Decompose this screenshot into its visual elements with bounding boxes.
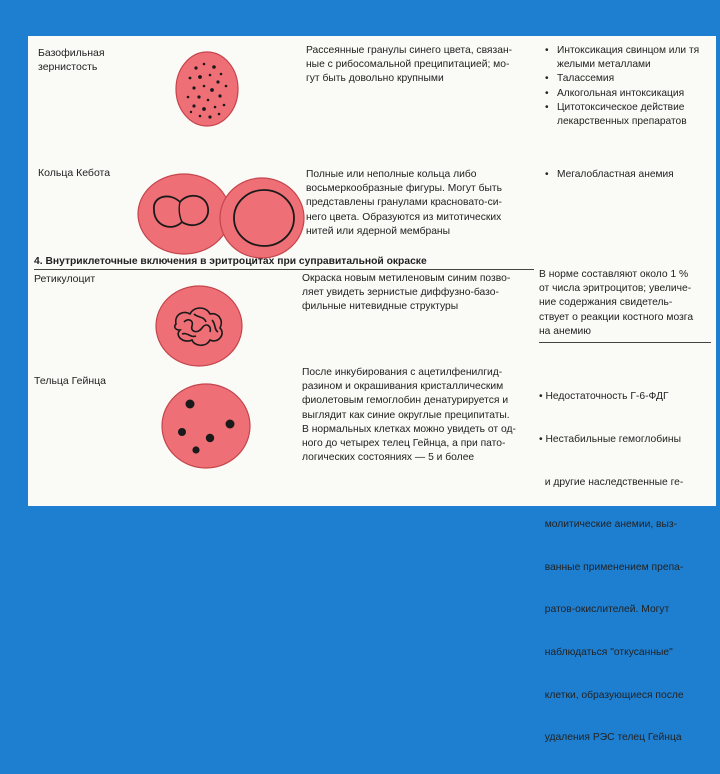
row2-label-line: Кольца Кебота	[38, 167, 111, 179]
row3-note-line: ние содержания свидетель-	[539, 297, 673, 309]
row1-cause-item: • Интоксикация свинцом или тя желыми металлами	[545, 44, 715, 72]
row3-note-line: от числа эритроцитов; увеличе-	[539, 283, 692, 295]
row1-description	[306, 44, 536, 87]
slide-sheet	[28, 36, 716, 744]
row2-desc-line: Полные или неполные кольца либо	[306, 169, 477, 180]
row4-cause-line: ратов-окислителей. Могут	[539, 604, 670, 616]
row4-desc-line: ного до четырех телец Гейнца, а при пато-	[302, 438, 506, 450]
row4-desc-line: фиолетовым гемоглобин денатурируется и	[302, 395, 509, 407]
row4-cause-line: • Недостаточность Г-6-ФДГ	[539, 391, 669, 403]
row1-cause-item: • Талассемия	[545, 72, 715, 86]
row1-label	[38, 46, 105, 74]
row3-label	[34, 272, 95, 286]
row4-desc-line: логических состояниях — 5 и более	[302, 452, 475, 464]
row3-desc-line: Окраска новым метиленовым синим позво-	[302, 273, 511, 284]
row1-desc-line: гут быть довольно крупными	[306, 73, 444, 85]
row4-desc-line: разином и окрашивания кристаллическим	[302, 381, 504, 393]
row1-cause-item: • Алкогольная интоксикация	[545, 87, 715, 101]
row1-cause-item: • Цитотоксическое действие лекарственных препаратов	[545, 101, 715, 129]
row3-desc-line: фильные нитевидные структуры	[302, 301, 459, 313]
row3-description	[302, 272, 534, 315]
row4-cause-line: • Нестабильные гемоглобины	[539, 434, 681, 446]
row4-causes	[539, 362, 715, 774]
row3-note-line: на анемию	[539, 325, 591, 337]
row4-cause-line: ванные применением препа-	[539, 561, 684, 573]
row4-label	[34, 374, 106, 388]
row1-desc-line: Рассеянные гранулы синего цвета, связан-	[306, 45, 513, 56]
row3-note-line: В норме составляют около 1 %	[539, 269, 689, 280]
row1-causes-list	[545, 44, 715, 129]
row2-desc-line: восьмеркообразные фигуры. Могут быть	[306, 183, 502, 195]
heinz-bodies-cell-image	[160, 382, 252, 470]
row4-cause-line: и другие наследственные ге-	[539, 476, 684, 488]
row4-desc-line: После инкубирования с ацетилфенилгид-	[302, 367, 503, 378]
row2-description	[306, 168, 538, 239]
row3-note-line: ствует о реакции костного мозга	[539, 311, 694, 323]
row3-desc-line: ляет увидеть зернистые диффузно-базо-	[302, 287, 499, 299]
row2-desc-line: представлены гранулами красновато-си-	[306, 197, 502, 209]
row4-cause-line: наблюдаться "откусанные"	[539, 647, 673, 659]
section-header-rule	[34, 269, 534, 270]
row1-desc-line: ные с рибосомальной преципитацией; мо-	[306, 59, 510, 71]
row3-label-line: Ретикулоцит	[34, 273, 96, 285]
row2-causes-list	[545, 168, 715, 182]
basophilic-cell-image	[174, 50, 240, 128]
row4-cause-line: молитические анемии, выз-	[539, 519, 678, 531]
row2-label	[38, 166, 110, 180]
row4-description	[302, 366, 534, 465]
row3-note	[539, 268, 713, 339]
row1-label-line: Базофильная	[38, 47, 105, 59]
cabot-ring-cell-right-image	[218, 176, 306, 260]
row4-cause-line: удаления РЭС телец Гейнца	[539, 732, 682, 744]
row4-desc-line: В нормальных клетках можно увидеть от од-	[302, 423, 516, 435]
row2-desc-line: него цвета. Образуются из митотических	[306, 211, 502, 223]
section-header: 4. Внутриклеточные включения в эритроцитах при суправитальной окраске	[34, 256, 427, 267]
row2-cause-item: • Мегалобластная анемия	[545, 168, 715, 182]
row4-label-line: Тельца Гейнца	[34, 375, 107, 387]
row4-cause-line: клетки, образующиеся после	[539, 689, 684, 701]
row1-label-line: зернистость	[38, 61, 98, 73]
row3-note-rule	[539, 342, 711, 343]
row4-desc-line: выглядит как синие округлые преципитаты.	[302, 409, 510, 421]
row2-desc-line: нитей или ядерной мембраны	[306, 225, 451, 237]
reticulocyte-cell-image	[154, 284, 244, 368]
